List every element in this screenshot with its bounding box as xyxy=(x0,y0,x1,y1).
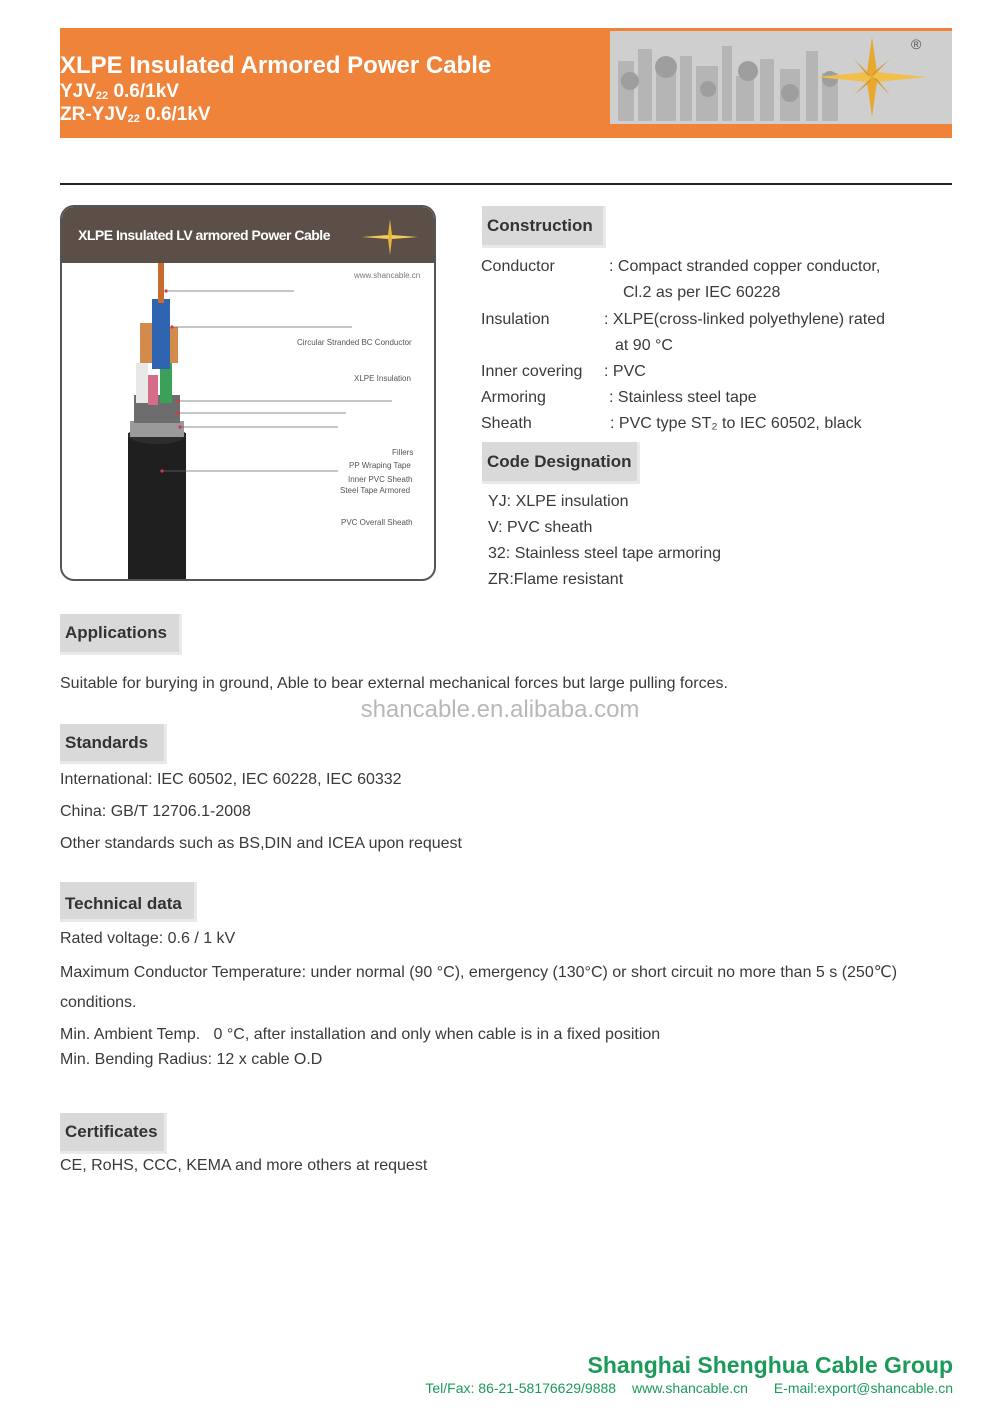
product-image-card xyxy=(60,205,436,581)
tech-ambient-temp: Min. Ambient Temp. 0 °C, after installation and only when cable is in a fixed position xyxy=(60,1026,661,1043)
construction-value-armoring: : Stainless steel tape xyxy=(609,389,757,406)
tech-bending-radius: Min. Bending Radius: 12 x cable O.D xyxy=(60,1051,323,1068)
code-item: ZR:Flame resistant xyxy=(488,571,624,588)
construction-value-conductor-2: Cl.2 as per IEC 60228 xyxy=(623,284,781,301)
construction-value-inner-covering: : PVC xyxy=(604,363,646,380)
code-item: YJ: XLPE insulation xyxy=(488,493,629,510)
construction-header: Construction xyxy=(482,206,606,248)
construction-label-insulation: Insulation xyxy=(481,311,550,328)
label-insulation: XLPE Insulation xyxy=(354,374,411,383)
label-outer-sheath: PVC Overall Sheath xyxy=(341,518,413,527)
construction-value-insulation-2: at 90 °C xyxy=(615,337,673,354)
card-title: XLPE Insulated LV armored Power Cable xyxy=(78,227,330,243)
code-item: V: PVC sheath xyxy=(488,519,593,536)
registered-mark: ® xyxy=(911,36,922,52)
technical-data-header: Technical data xyxy=(60,882,197,922)
tech-max-temp: Maximum Conductor Temperature: under normal (90 °C), emergency (130°C) or short circuit no more than 5 s (250℃) xyxy=(60,964,898,981)
code-item: 32: Stainless steel tape armoring xyxy=(488,545,722,562)
watermark: shancable.en.alibaba.com xyxy=(360,696,640,723)
footer-contact xyxy=(425,1380,953,1396)
construction-label-armoring: Armoring xyxy=(481,389,546,406)
label-wrapping-tape: PP Wraping Tape xyxy=(349,461,411,470)
applications-text: Suitable for burying in ground, Able to bear external mechanical forces but large pulling forces. xyxy=(60,675,728,692)
standards-header: Standards xyxy=(60,724,167,764)
company-logo-icon xyxy=(360,217,420,257)
footer-company-name: Shanghai Shenghua Cable Group xyxy=(587,1352,953,1378)
standards-item: Other standards such as BS,DIN and ICEA upon request xyxy=(60,835,462,852)
construction-value-insulation: : XLPE(cross-linked polyethylene) rated xyxy=(604,311,886,328)
page-title: XLPE Insulated Armored Power Cable xyxy=(60,52,492,79)
construction-value-conductor: : Compact stranded copper conductor, xyxy=(609,258,881,275)
footer-website-link[interactable]: www.shancable.cn xyxy=(631,1380,748,1396)
footer-email-link[interactable]: E-mail:export@shancable.cn xyxy=(773,1380,953,1396)
banner-strip xyxy=(60,124,952,138)
tech-rated-voltage: Rated voltage: 0.6 / 1 kV xyxy=(60,930,236,947)
model-line-2: $ZR-YJV_{22}$ 0.6/1kV xyxy=(60,104,211,125)
applications-header: Applications xyxy=(60,614,182,655)
construction-label-inner-covering: Inner covering xyxy=(481,363,583,380)
construction-label-conductor: Conductor xyxy=(481,258,555,275)
card-url: www.shancable.cn xyxy=(354,271,421,280)
label-inner-sheath: Inner PVC Sheath xyxy=(348,475,413,484)
certificates-header: Certificates xyxy=(60,1113,167,1154)
tech-conditions: conditions. xyxy=(60,994,137,1011)
footer-telfax: Tel/Fax: 86-21-58176629/9888 xyxy=(425,1380,617,1396)
certificates-text: CE, RoHS, CCC, KEMA and more others at request xyxy=(60,1157,428,1174)
label-fillers: Fillers xyxy=(392,448,414,457)
standards-item: China: GB/T 12706.1-2008 xyxy=(60,803,251,820)
standards-item: International: IEC 60502, IEC 60228, IEC 60332 xyxy=(60,771,402,788)
header-divider xyxy=(60,183,952,185)
label-armor: Steel Tape Armored xyxy=(340,486,411,495)
model-line-1: $YJV_{22}$ 0.6/1kV xyxy=(60,81,179,102)
label-conductor: Circular Stranded BC Conductor xyxy=(297,338,412,347)
cable-cross-section-illustration xyxy=(62,263,434,579)
construction-label-sheath: Sheath xyxy=(481,415,532,432)
code-designation-header: Code Designation xyxy=(482,442,640,484)
construction-value-sheath: : PVC type ST₂ to IEC 60502, black xyxy=(610,415,862,432)
banner-cable-photo xyxy=(610,31,952,124)
